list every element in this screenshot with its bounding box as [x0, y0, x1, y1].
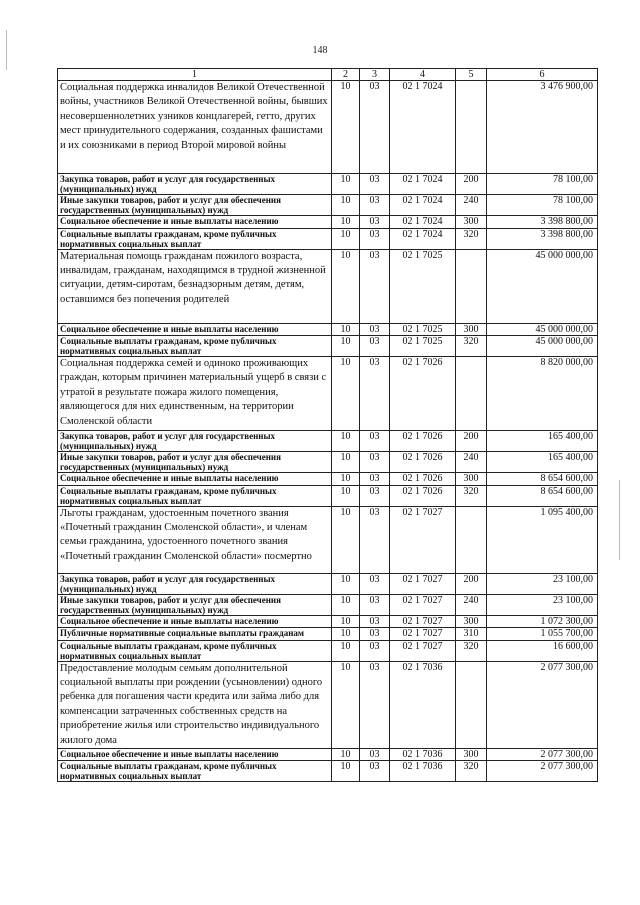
row-name-cell: Материальная помощь гражданам пожилого возраста, инвалидам, гражданам, находящимся в трудной жизненной ситуации, детям-сиротам, безнадзорным детям, детям, оставшимся без попечения родителей — [58, 249, 332, 323]
subsection-code-cell: 03 — [360, 452, 390, 473]
target-item-cell: 02 1 7026 — [390, 473, 456, 486]
subsection-code-cell: 03 — [360, 594, 390, 615]
column-number-cell: 1 — [58, 69, 332, 81]
column-number-cell: 4 — [390, 69, 456, 81]
subsection-code-cell: 03 — [360, 748, 390, 761]
section-code-cell: 10 — [332, 640, 360, 661]
table-row — [58, 357, 598, 431]
column-number-row — [58, 69, 598, 81]
target-item-cell: 02 1 7024 — [390, 216, 456, 229]
table-row — [58, 473, 598, 486]
row-name-cell: Социальное обеспечение и иные выплаты населению — [58, 473, 332, 486]
column-number-cell: 2 — [332, 69, 360, 81]
section-code-cell: 10 — [332, 216, 360, 229]
scan-margin-mark — [619, 480, 620, 560]
row-name-cell: Иные закупки товаров, работ и услуг для обеспечения государственных (муниципальных) нужд — [58, 195, 332, 216]
amount-cell: 23 100,00 — [487, 573, 598, 594]
row-name-cell: Социальные выплаты гражданам, кроме публичных нормативных социальных выплат — [58, 761, 332, 782]
expense-type-cell: 320 — [456, 761, 487, 782]
amount-cell: 8 654 600,00 — [487, 473, 598, 486]
row-name-cell: Закупка товаров, работ и услуг для государственных (муниципальных) нужд — [58, 431, 332, 452]
expense-type-cell: 300 — [456, 323, 487, 336]
amount-cell: 45 000 000,00 — [487, 336, 598, 357]
subsection-code-cell: 03 — [360, 336, 390, 357]
subsection-code-cell: 03 — [360, 761, 390, 782]
table-row — [58, 216, 598, 229]
expense-type-cell: 300 — [456, 473, 487, 486]
expense-type-cell — [456, 357, 487, 431]
subsection-code-cell: 03 — [360, 485, 390, 506]
row-name-cell: Социальные выплаты гражданам, кроме публичных нормативных социальных выплат — [58, 228, 332, 249]
subsection-code-cell: 03 — [360, 357, 390, 431]
expense-type-cell: 310 — [456, 628, 487, 641]
table-row — [58, 628, 598, 641]
expense-type-cell — [456, 249, 487, 323]
target-item-cell: 02 1 7027 — [390, 640, 456, 661]
target-item-cell: 02 1 7027 — [390, 594, 456, 615]
target-item-cell: 02 1 7026 — [390, 431, 456, 452]
column-number-cell: 6 — [487, 69, 598, 81]
amount-cell: 2 077 300,00 — [487, 661, 598, 748]
target-item-cell: 02 1 7024 — [390, 81, 456, 174]
subsection-code-cell: 03 — [360, 473, 390, 486]
amount-cell: 8 654 600,00 — [487, 485, 598, 506]
amount-cell: 23 100,00 — [487, 594, 598, 615]
amount-cell: 165 400,00 — [487, 452, 598, 473]
amount-cell: 2 077 300,00 — [487, 748, 598, 761]
row-name-cell: Социальные выплаты гражданам, кроме публичных нормативных социальных выплат — [58, 336, 332, 357]
subsection-code-cell: 03 — [360, 640, 390, 661]
row-name-cell: Иные закупки товаров, работ и услуг для обеспечения государственных (муниципальных) нужд — [58, 452, 332, 473]
subsection-code-cell: 03 — [360, 228, 390, 249]
target-item-cell: 02 1 7026 — [390, 485, 456, 506]
expense-type-cell — [456, 506, 487, 573]
target-item-cell: 02 1 7036 — [390, 661, 456, 748]
expense-type-cell: 300 — [456, 216, 487, 229]
section-code-cell: 10 — [332, 174, 360, 195]
table-row — [58, 81, 598, 174]
subsection-code-cell: 03 — [360, 431, 390, 452]
table-row — [58, 431, 598, 452]
expense-type-cell: 200 — [456, 174, 487, 195]
subsection-code-cell: 03 — [360, 174, 390, 195]
table-row — [58, 661, 598, 748]
budget-table — [57, 68, 598, 782]
expense-type-cell — [456, 81, 487, 174]
subsection-code-cell: 03 — [360, 81, 390, 174]
subsection-code-cell: 03 — [360, 195, 390, 216]
target-item-cell: 02 1 7024 — [390, 228, 456, 249]
row-name-cell: Закупка товаров, работ и услуг для государственных (муниципальных) нужд — [58, 573, 332, 594]
target-item-cell: 02 1 7027 — [390, 506, 456, 573]
amount-cell: 8 820 000,00 — [487, 357, 598, 431]
table-row — [58, 228, 598, 249]
target-item-cell: 02 1 7036 — [390, 748, 456, 761]
row-name-cell: Иные закупки товаров, работ и услуг для обеспечения государственных (муниципальных) нужд — [58, 594, 332, 615]
subsection-code-cell: 03 — [360, 323, 390, 336]
row-name-cell: Предоставление молодым семьям дополнительной социальной выплаты при рождении (усыновлении) одного ребенка для погашения части кредита или займа либо для компенсации затраченных собственных средств на приобретение жилья или строительство индивидуального жилого дома — [58, 661, 332, 748]
section-code-cell: 10 — [332, 615, 360, 628]
column-number-cell: 3 — [360, 69, 390, 81]
section-code-cell: 10 — [332, 323, 360, 336]
table-row — [58, 748, 598, 761]
row-name-cell: Закупка товаров, работ и услуг для государственных (муниципальных) нужд — [58, 174, 332, 195]
table-row — [58, 174, 598, 195]
target-item-cell: 02 1 7025 — [390, 336, 456, 357]
row-name-cell: Социальное обеспечение и иные выплаты населению — [58, 615, 332, 628]
section-code-cell: 10 — [332, 357, 360, 431]
row-name-cell: Льготы гражданам, удостоенным почетного звания «Почетный гражданин Смоленской области», и членам семьи гражданина, удостоенного почетного звания «Почетный гражданин Смоленской области» посмертно — [58, 506, 332, 573]
section-code-cell: 10 — [332, 81, 360, 174]
expense-type-cell: 320 — [456, 485, 487, 506]
section-code-cell: 10 — [332, 761, 360, 782]
table-row — [58, 336, 598, 357]
row-name-cell: Социальная поддержка семей и одиноко проживающих граждан, которым причинен материальный ущерб в связи с утратой в результате пожара жилого помещения, являющегося для них единственным, на территории Смоленской области — [58, 357, 332, 431]
table-row — [58, 594, 598, 615]
section-code-cell: 10 — [332, 506, 360, 573]
table-row — [58, 615, 598, 628]
expense-type-cell: 320 — [456, 640, 487, 661]
row-name-cell: Социальное обеспечение и иные выплаты населению — [58, 748, 332, 761]
amount-cell: 78 100,00 — [487, 195, 598, 216]
target-item-cell: 02 1 7027 — [390, 615, 456, 628]
section-code-cell: 10 — [332, 452, 360, 473]
amount-cell: 3 476 900,00 — [487, 81, 598, 174]
section-code-cell: 10 — [332, 485, 360, 506]
table-row — [58, 506, 598, 573]
amount-cell: 2 077 300,00 — [487, 761, 598, 782]
subsection-code-cell: 03 — [360, 615, 390, 628]
target-item-cell: 02 1 7026 — [390, 452, 456, 473]
target-item-cell: 02 1 7024 — [390, 174, 456, 195]
row-name-cell: Социальное обеспечение и иные выплаты населению — [58, 216, 332, 229]
section-code-cell: 10 — [332, 594, 360, 615]
target-item-cell: 02 1 7027 — [390, 628, 456, 641]
section-code-cell: 10 — [332, 573, 360, 594]
table-row — [58, 761, 598, 782]
section-code-cell: 10 — [332, 661, 360, 748]
expense-type-cell — [456, 661, 487, 748]
subsection-code-cell: 03 — [360, 249, 390, 323]
subsection-code-cell: 03 — [360, 506, 390, 573]
subsection-code-cell: 03 — [360, 573, 390, 594]
amount-cell: 1 055 700,00 — [487, 628, 598, 641]
expense-type-cell: 240 — [456, 594, 487, 615]
target-item-cell: 02 1 7025 — [390, 323, 456, 336]
section-code-cell: 10 — [332, 228, 360, 249]
table-row — [58, 323, 598, 336]
expense-type-cell: 200 — [456, 431, 487, 452]
table-row — [58, 485, 598, 506]
target-item-cell: 02 1 7025 — [390, 249, 456, 323]
amount-cell: 45 000 000,00 — [487, 249, 598, 323]
expense-type-cell: 320 — [456, 228, 487, 249]
table-row — [58, 640, 598, 661]
row-name-cell: Социальные выплаты гражданам, кроме публичных нормативных социальных выплат — [58, 485, 332, 506]
page-number: 148 — [312, 45, 328, 56]
target-item-cell: 02 1 7027 — [390, 573, 456, 594]
table-row — [58, 249, 598, 323]
table-row — [58, 195, 598, 216]
expense-type-cell: 320 — [456, 336, 487, 357]
section-code-cell: 10 — [332, 336, 360, 357]
row-name-cell: Публичные нормативные социальные выплаты гражданам — [58, 628, 332, 641]
row-name-cell: Социальная поддержка инвалидов Великой Отечественной войны, участников Великой Отечественной войны, бывших несовершеннолетних узников концлагерей, гетто, других мест принудительного содержания, созданных фашистами и их союзниками в период Второй мировой войны — [58, 81, 332, 174]
amount-cell: 3 398 800,00 — [487, 216, 598, 229]
section-code-cell: 10 — [332, 249, 360, 323]
target-item-cell: 02 1 7024 — [390, 195, 456, 216]
amount-cell: 1 072 300,00 — [487, 615, 598, 628]
section-code-cell: 10 — [332, 628, 360, 641]
row-name-cell: Социальные выплаты гражданам, кроме публичных нормативных социальных выплат — [58, 640, 332, 661]
expense-type-cell: 240 — [456, 452, 487, 473]
subsection-code-cell: 03 — [360, 216, 390, 229]
section-code-cell: 10 — [332, 748, 360, 761]
column-number-cell: 5 — [456, 69, 487, 81]
section-code-cell: 10 — [332, 473, 360, 486]
expense-type-cell: 200 — [456, 573, 487, 594]
subsection-code-cell: 03 — [360, 661, 390, 748]
amount-cell: 16 600,00 — [487, 640, 598, 661]
amount-cell: 45 000 000,00 — [487, 323, 598, 336]
expense-type-cell: 300 — [456, 748, 487, 761]
amount-cell: 165 400,00 — [487, 431, 598, 452]
expense-type-cell: 300 — [456, 615, 487, 628]
amount-cell: 3 398 800,00 — [487, 228, 598, 249]
expense-type-cell: 240 — [456, 195, 487, 216]
amount-cell: 78 100,00 — [487, 174, 598, 195]
section-code-cell: 10 — [332, 195, 360, 216]
target-item-cell: 02 1 7036 — [390, 761, 456, 782]
section-code-cell: 10 — [332, 431, 360, 452]
subsection-code-cell: 03 — [360, 628, 390, 641]
table-row — [58, 573, 598, 594]
target-item-cell: 02 1 7026 — [390, 357, 456, 431]
amount-cell: 1 095 400,00 — [487, 506, 598, 573]
row-name-cell: Социальное обеспечение и иные выплаты населению — [58, 323, 332, 336]
table-row — [58, 452, 598, 473]
